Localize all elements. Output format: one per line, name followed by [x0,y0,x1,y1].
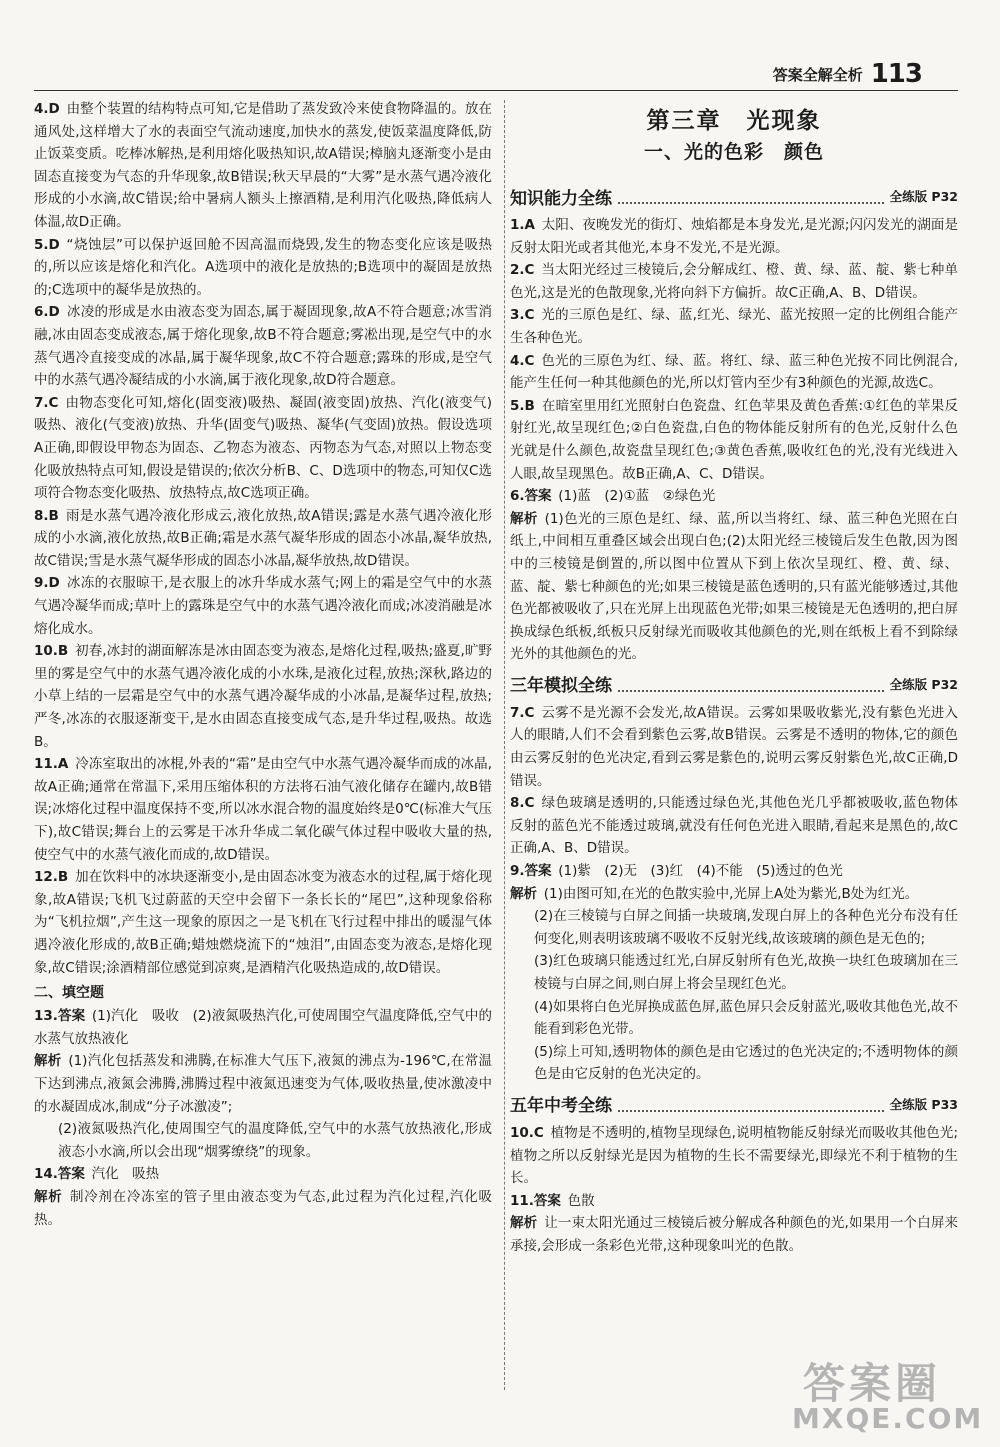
answer-item [34,1163,492,1186]
answer-number: 7.C [510,704,535,721]
answer-number: 9.D [34,575,60,592]
answer-item [510,485,958,508]
answer-text: 绿色玻璃是透明的,只能透过绿色光,其他色光几乎都被吸收,蓝色物体反射的蓝色光不能透过玻璃,就没有任何色光进入眼睛,看起来是黑色的,故C正确,A、B、D错误。 [510,795,958,857]
dotted-leader [618,676,884,692]
answer-item [510,304,958,349]
answer-text: “烧蚀层”可以保护返回舱不因高温而烧毁,发生的物态变化应该是吸热的,所以应该是熔化和汽化。A选项中的液化是放热的;B选项中的凝固是放热的;C选项中的凝华是放热的。 [34,236,492,298]
watermark-logo [792,1359,984,1435]
answer-number: 12.B [34,869,69,886]
answer-item [34,866,492,979]
section-bar-title: 知识能力全练 [510,188,612,209]
answer-item [510,508,958,666]
section-bar-reference: 全练版 P33 [889,1096,958,1112]
answer-number: 5.D [34,236,60,253]
answer-item [510,1190,958,1213]
answer-text: (1)汽化 吸收 (2)液氮吸热汽化,可使周围空气温度降低,空气中的水蒸气放热液化 [34,1008,492,1047]
answer-text: 在暗室里用红光照射白色瓷盘、红色苹果及黄色香蕉:①红色的苹果反射红光,故呈现红色;②白色瓷盘,白色的物体能反射所有的色光,反射什么色光就是什么颜色,故瓷盘呈现红色;③黄色香蕉,吸收红色的光,没有光线进入人眼,故呈现黑色。故B正确,A、C、D错误。 [510,397,958,482]
header-title: 答案全解全析 [772,65,863,84]
answer-item [34,301,492,391]
answer-text: 冷冻室取出的冰棍,外表的“霜”是由空气中水蒸气遇冷凝华而成的冰晶,故A正确;通常在常温下,采用压缩体积的方法将石油气液化储存在罐内,故B错误;冰熔化过程中温度保持不变,所以冰水混合物的温度始终是0℃(标准大气压下),故C错误;舞台上的云雾是干冰升华成二氧化碳气体过程中吸收大量的热,使空气中的水蒸气液化而成的,故D错误。 [34,756,492,863]
answer-item [510,1122,958,1190]
answer-text: 当太阳光经过三棱镜后,会分解成红、橙、黄、绿、蓝、靛、紫七种单色光,这是光的色散现象,光将向斜下方偏折。故C正确,A、B、D错误。 [510,262,958,301]
section-bar-reference: 全练版 P32 [889,676,958,692]
page-header [773,58,922,90]
answer-text: 云雾不是光源不会发光,故A错误。云雾如果吸收紫光,没有紫色光进入人的眼睛,人们不会看到紫色云雾,故B错误。云雾是不透明的物体,它的颜色由云雾反射的色光决定,看到云雾是紫色的,说明云雾反射紫色光,故C正确,D错误。 [510,704,958,789]
answer-number: 解析 [34,1053,62,1070]
answer-number: 10.B [34,643,69,660]
answer-item [34,234,492,302]
answer-number: 4.C [510,352,535,369]
answer-item [510,792,958,860]
answer-text: 加在饮料中的冰块逐渐变小,是由固态冰变为液态水的过程,属于熔化现象,故A错误;飞机飞过蔚蓝的天空中会留下一条长长的“尾巴”,这种现象俗称为“飞机拉烟”,产生这一现象的原因之一是飞机在飞行过程中排出的暖湿气体遇冷液化形成的,故B正确;蜡烛燃烧流下的“烛泪”,由固态变为液态,是熔化现象,故C错误;涂酒精部位感觉到凉爽,是酒精汽化吸热造成的,故D错误。 [34,869,492,976]
answer-number: 14.答案 [34,1166,85,1183]
right-column [510,98,958,1258]
answer-number: 5.B [510,397,535,414]
answer-text: 汽化 吸热 [91,1166,160,1183]
answer-text: (1)由图可知,在光的色散实验中,光屏上A处为紫光,B处为红光。 [543,885,919,902]
answer-number: 8.B [34,507,59,524]
answer-text: 冰凌的形成是水由液态变为固态,属于凝固现象,故A不符合题意;冰雪消融,冰由固态变成液态,属于熔化现象,故B不符合题意;雾凇出现,是空气中的水蒸气遇冷直接变成的冰晶,属于凝华现象,故C不符合题意;露珠的形成,是空气中的水蒸气遇冷凝结成的小水滴,属于液化现象,故D符合题意。 [34,304,492,389]
answer-text: 由整个装置的结构特点可知,它是借助了蒸发致冷来使食物降温的。放在通风处,这样增大了水的表面空气流动速度,加快水的蒸发,使饭菜温度降低,防止饭菜变质。吃棒冰解热,是利用熔化吸热知识,故A错误;樟脑丸逐渐变小是由固态直接变为气态的升华现象,故B错误;秋天早晨的“大雾”是水蒸气遇冷液化形成的小水滴,故C错误;给中暑病人额头上擦酒精,是利用汽化吸热,降低病人体温,故D正确。 [34,101,492,230]
answer-item [510,214,958,259]
answer-item [34,572,492,640]
section-bar [510,670,958,698]
answer-number: 6.D [34,304,60,321]
section-bar-reference: 全练版 P32 [889,189,958,204]
answer-text: (1)色光的三原色是红、绿、蓝,所以当将红、绿、蓝三种色光照在白纸上,中间相互重叠区域会出现白色;(2)太阳光经三棱镜后发生色散,因为图中的三棱镜是倒置的,所以图中位置从下到上依次呈现红、橙、黄、绿、蓝、靛、紫七种颜色的光;如果三棱镜是蓝色透明的,只有蓝光能够透过,其他色光都被吸收了,只在光屏上出现蓝色光带;如果三棱镜是无色透明的,把白屏换成绿色纸板,纸板只反射绿光而吸收其他颜色的光,则在纸板上看不到除绿光外的其他颜色的光。 [510,510,958,663]
explanation-paragraph: (5)综上可知,透明物体的颜色是由它透过的色光决定的;不透明物体的颜色是由它反射的色光决定的。 [534,1043,958,1083]
answer-text: 制冷剂在冷冻室的管子里由液态变为气态,此过程为汽化过程,汽化吸热。 [34,1188,492,1228]
section-bar-title: 三年模拟全练 [510,676,612,697]
answer-text: 让一束太阳光通过三棱镜后被分解成各种颜色的光,如果用一个白屏来承接,会形成一条彩色光带,这种现象叫光的色散。 [510,1215,959,1254]
answer-item [34,392,492,505]
explanation-paragraph: (2)在三棱镜与白屏之间插一块玻璃,发现白屏上的各种色光分布没有任何变化,则表明该玻璃不吸收不反射光线,故该玻璃的颜色是无色的; [534,908,958,947]
answer-item [510,883,958,906]
answer-item [510,1212,958,1257]
answer-text: 光的三原色是红、绿、蓝,红光、绿光、蓝光按照一定的比例组合能产生各种色光。 [510,307,958,346]
answer-number: 8.C [510,795,535,812]
answer-number: 解析 [510,1215,538,1232]
answer-number: 10.C [510,1124,544,1141]
column-divider [504,100,505,1390]
answer-text: (1)紫 (2)无 (3)红 (4)不能 (5)透过的色光 [558,863,843,880]
answer-number: 解析 [510,885,537,902]
section-bar [510,182,958,210]
answer-item [510,395,958,485]
answer-item [34,1005,492,1050]
answer-text: (1)蓝 (2)①蓝 ②绿色光 [558,488,716,505]
answer-item [34,753,492,866]
answer-item [510,860,958,883]
right-answer-list [510,182,958,1258]
left-column [34,98,492,1231]
header-rule [34,90,958,91]
answer-item [34,1186,492,1231]
answer-text: 初春,冰封的湖面解冻是冰由固态变为液态,是熔化过程,吸热;盛夏,旷野里的雾是空气中的水蒸气遇冷液化成的小水珠,是液化过程,放热;深秋,路边的小草上结的一层霜是空气中的水蒸气遇冷凝华成的小冰晶,是凝华过程,放热;严冬,冰冻的衣服逐渐变干,是水由固态直接变成气态,是升华过程,吸热。故选B。 [34,643,492,750]
answer-item [34,505,492,573]
dotted-leader [618,188,884,204]
answer-text: (1)汽化包括蒸发和沸腾,在标准大气压下,液氮的沸点为-196℃,在常温下达到沸点,液氮会沸腾,沸腾过程中液氮迅速变为气体,吸收热量,使冰激凌中的水凝固成冰,制成“分子冰激凌”; [34,1053,493,1115]
watermark-url: MXQE.COM [792,1402,984,1435]
answer-item [510,350,958,395]
answer-item [34,640,492,753]
chapter-heading [510,104,958,166]
answer-number: 11.答案 [510,1192,561,1209]
section-bar-title: 五年中考全练 [510,1096,612,1117]
answer-number: 9.答案 [510,863,552,880]
answer-text: 植物是不透明的,植物呈现绿色,说明植物能反射绿光而吸收其他色光;植物之所以反射绿光是因为植物的生长不需要绿光,即绿光不利于植物的生长。 [510,1124,958,1187]
answer-text: 色散 [567,1192,595,1209]
answer-number: 3.C [510,307,535,324]
answer-number: 7.C [34,394,59,411]
answer-text: 雨是水蒸气遇冷液化形成云,液化放热,故A错误;露是水蒸气遇冷液化形成的小水滴,液化放热,故B正确;霜是水蒸气凝华形成的固态小冰晶,凝华放热,故C错误;雪是水蒸气凝华形成的固态小冰晶,凝华放热,故D错误。 [34,507,492,569]
section-bar [510,1090,958,1118]
answer-text: 冰冻的衣服晾干,是衣服上的冰升华成水蒸气;网上的霜是空气中的水蒸气遇冷凝华而成;草叶上的露珠是空气中的水蒸气遇冷液化而成;冰凌消融是冰熔化成水。 [34,575,492,637]
answer-item [510,702,958,792]
watermark-text: 答案圈 [802,1359,941,1408]
answer-number: 解析 [510,510,538,527]
page-number: 113 [870,59,922,89]
explanation-paragraph: (3)红色玻璃只能透过红光,白屏反射所有色光,故换一块红色玻璃加在三棱镜与白屏之间,则白屏上将会呈现红色光。 [534,953,958,992]
answer-text: 由物态变化可知,熔化(固变液)吸热、凝固(液变固)放热、汽化(液变气)吸热、液化(气变液)放热、升华(固变气)吸热、凝华(气变固)放热。假设选项A正确,即假设甲物态为固态、乙物态为液态、丙物态为气态,对照以上物态变化吸放热特点可知,假设是错误的;依次分析B、C、D选项中的物态,可知仅C选项符合物态变化吸热、放热特点,故C选项正确。 [34,394,492,502]
explanation-paragraph: (4)如果将白色光屏换成蓝色屏,蓝色屏只会反射蓝光,吸收其他色光,故不能看到彩色光带。 [534,998,958,1038]
answer-item [34,98,492,234]
answer-number: 11.A [34,756,69,773]
dotted-leader [618,1096,884,1112]
answer-text: 太阳、夜晚发光的街灯、烛焰都是本身发光,是光源;闪闪发光的湖面是反射太阳光或者其他光,本身不发光,不是光源。 [510,217,958,256]
answer-text: 色光的三原色为红、绿、蓝。将红、绿、蓝三种色光按不同比例混合,能产生任何一种其他颜色的光,所以灯管内至少有3种颜色的光源,故选C。 [510,352,958,392]
chapter-title: 第三章 光现象 [646,108,822,134]
answer-number: 6.答案 [510,488,552,505]
explanation-paragraph: (2)液氮吸热汽化,使周围空气的温度降低,空气中的水蒸气放热液化,形成液态小水滴,所以会出现“烟雾缭绕”的现象。 [58,1121,492,1160]
answer-item [34,1050,492,1118]
answer-number: 2.C [510,262,535,279]
section-title: 一、光的色彩 颜色 [643,141,824,163]
answer-number: 4.D [34,101,60,117]
answer-number: 13.答案 [34,1008,86,1025]
answer-number: 1.A [510,217,535,233]
answer-number: 解析 [34,1188,63,1205]
answer-item [510,259,958,304]
section-heading: 二、填空题 [34,985,104,1002]
